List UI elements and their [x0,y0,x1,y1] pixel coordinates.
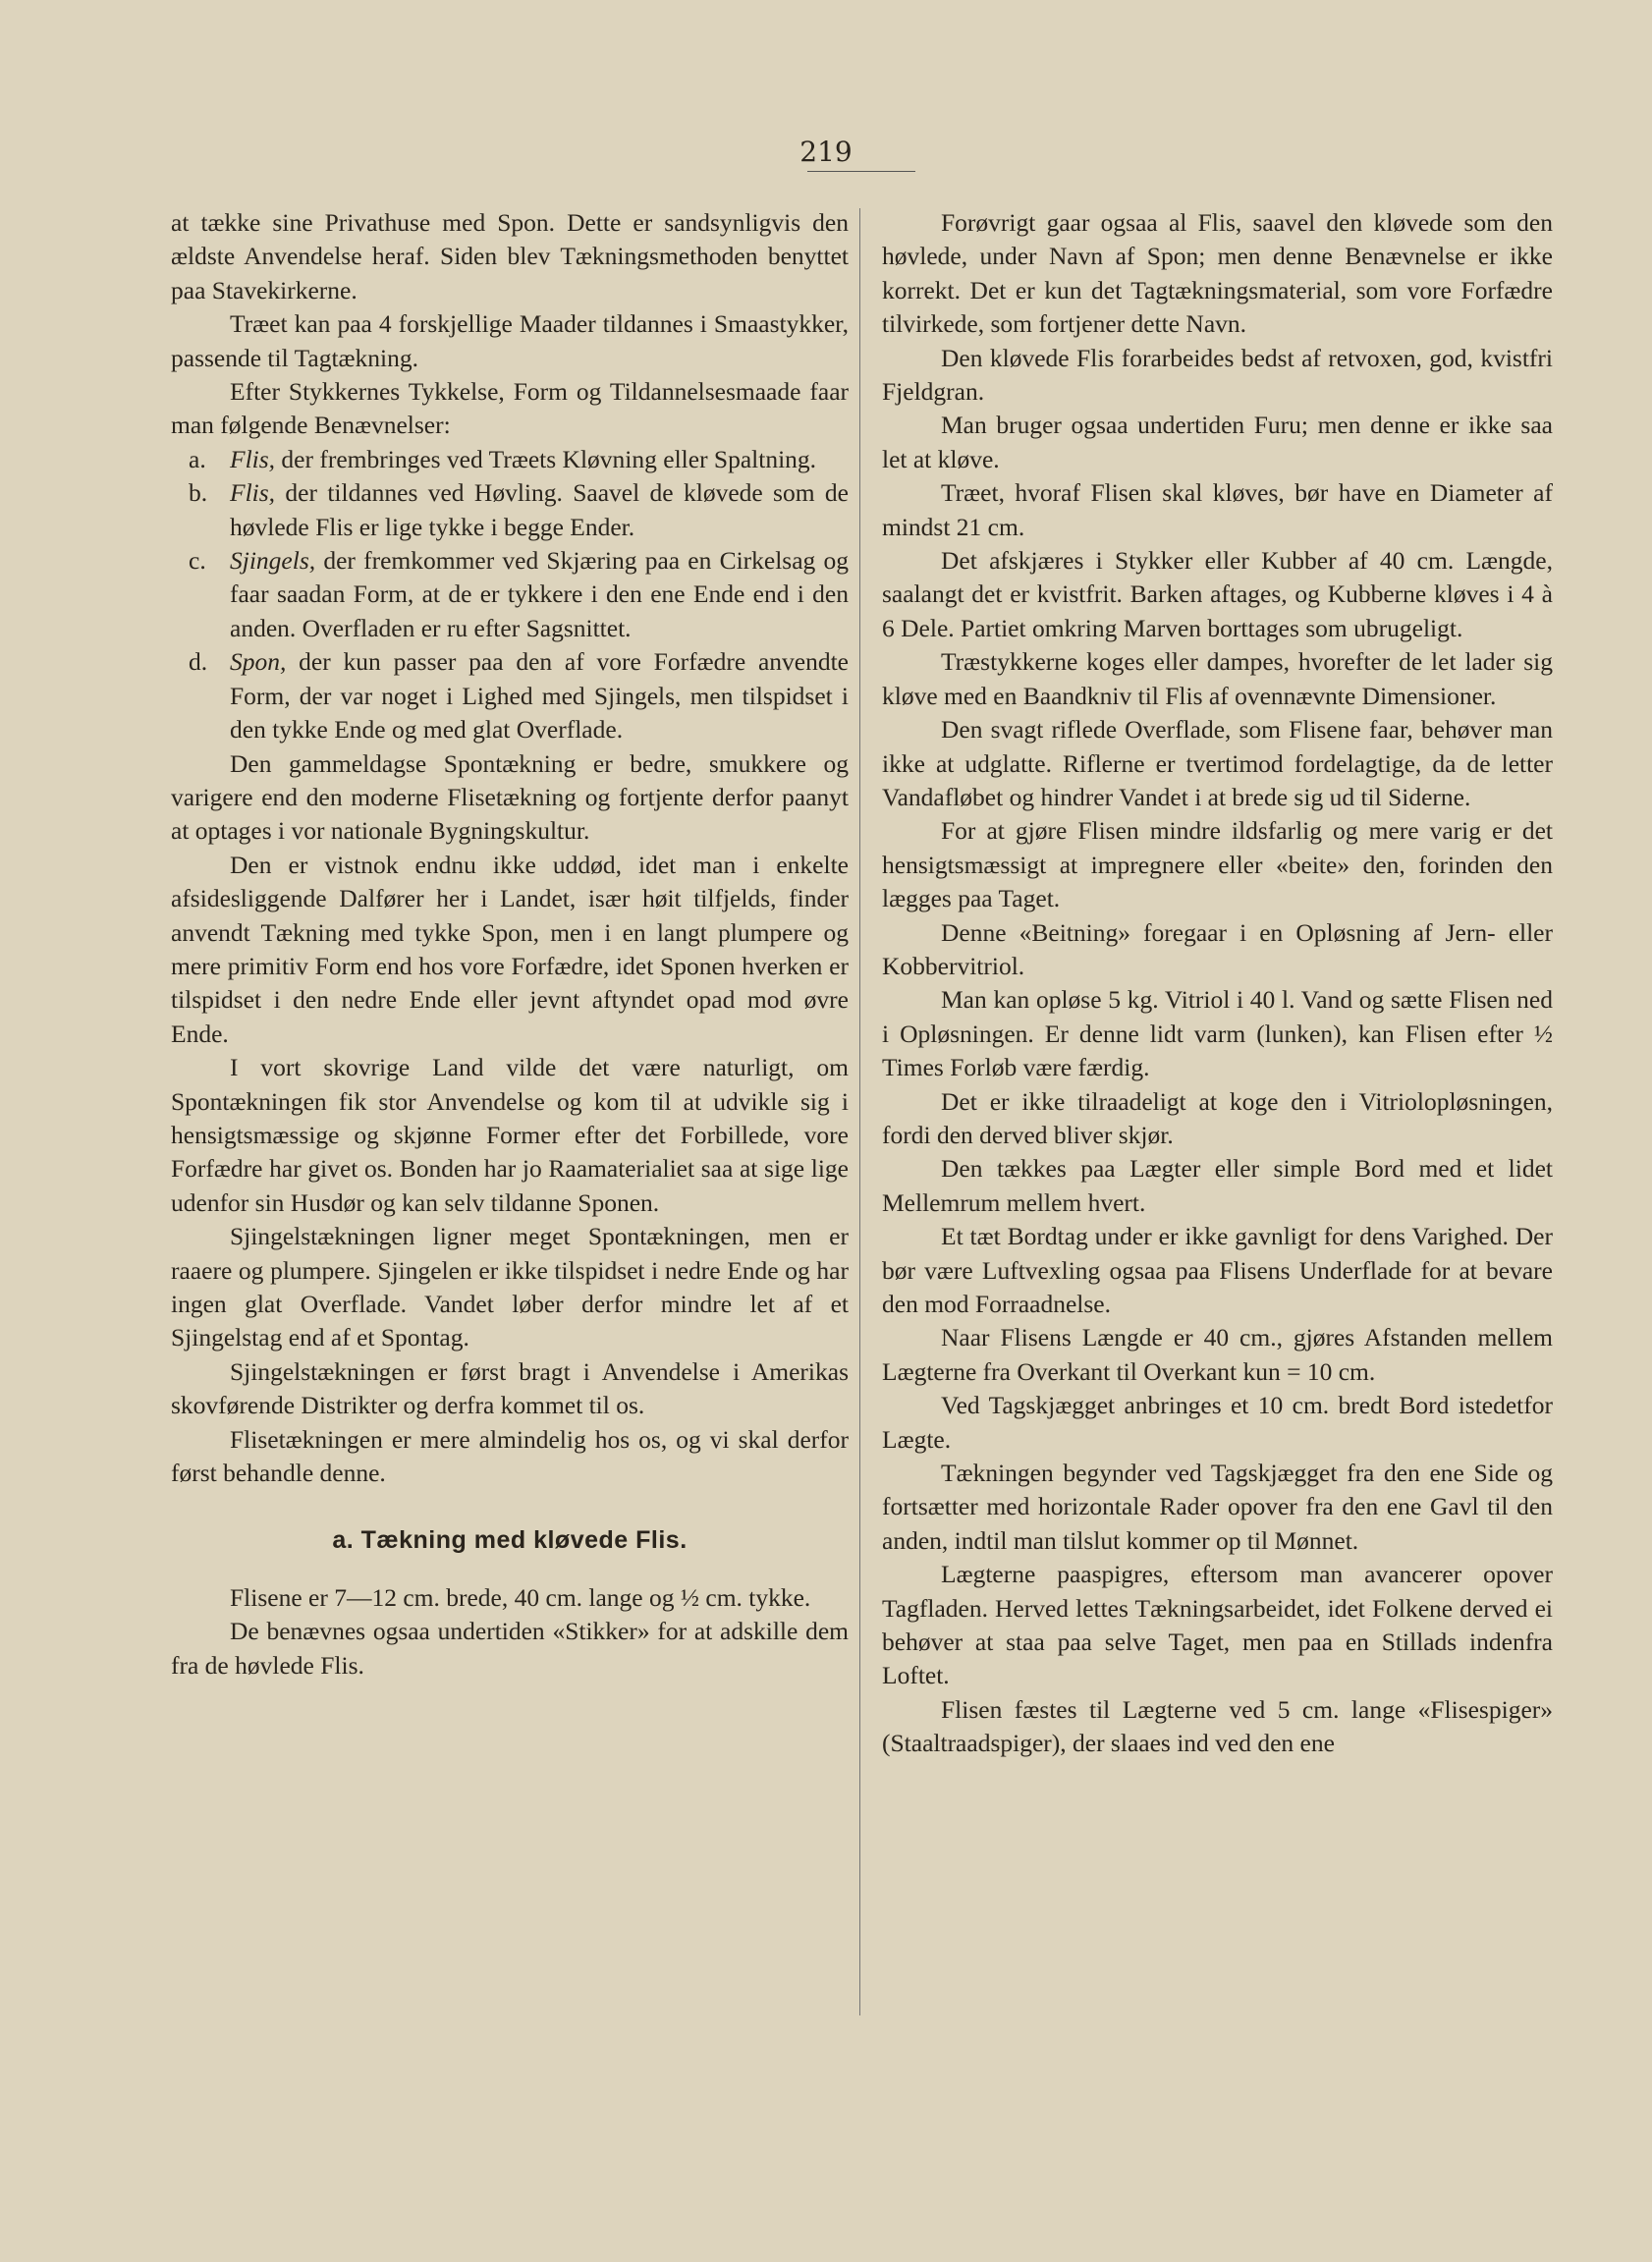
paragraph: Flisetækningen er mere almindelig hos os, og vi skal derfor først behandle denne. [171,1424,849,1488]
list-item-letter: d. [189,647,208,677]
paragraph: Flisene er 7—12 cm. brede, 40 cm. lange og ½ cm. tykke. [230,1582,811,1612]
paragraph: Det afskjæres i Stykker eller Kubber af 40 cm. Længde, saalangt det er kvistfrit. Barken aftages, og Kubberne kløves i 4 à 6 Dele. Partiet omkring Marven borttages som ubrugeligt. [882,546,1553,642]
paragraph: Den er vistnok endnu ikke uddød, idet man i enkelte afsidesliggende Dalfører her i Landet, især høit tilfjelds, finder anvendt Tækning med tykke Spon, men i en langt plumpere og mere primitiv Form end hos vore Forfædre, idet Sponen hverken er tilspidset i den nedre Ende eller jevnt aftyndet opad mod øvre Ende. [171,850,849,1048]
list-item-text: der kun passer paa den af vore Forfædre anvendte Form, der var noget i Lighed med Sjingels, men tilspidset i den tykke Ende og med glat Overflade. [230,647,849,745]
list-item [171,476,849,544]
paragraph: Flisen fæstes til Lægterne ved 5 cm. lange «Flisespiger» (Staaltraadspiger), der slaaes ind ved den ene [882,1694,1553,1758]
list-item-text: der fremkommer ved Skjæring paa en Cirkelsag og faar saadan Form, at de er tykkere i den ene Ende end i den anden. Overfladen er ru efter Sagsnittet. [230,546,849,642]
paragraph: Sjingelstækningen er først bragt i Anvendelse i Amerikas skovførende Distrikter og derfra kommet til os. [171,1356,849,1420]
list-item-term: Flis, [230,478,276,508]
paragraph: Den kløvede Flis forarbeides bedst af retvoxen, god, kvistfri Fjeldgran. [882,343,1553,407]
list-item-term: Flis, [230,444,276,473]
paragraph: Denne «Beitning» foregaar i en Opløsning af Jern- eller Kobbervitriol. [882,917,1553,980]
section-heading: a. Tækning med kløvede Flis. [332,1526,688,1555]
paragraph: Træstykkerne koges eller dampes, hvorefter de let lader sig kløve med en Baandkniv til Flis af ovennævnte Dimensioner. [882,647,1553,710]
right-column [882,206,1553,1761]
paragraph: Den tækkes paa Lægter eller simple Bord med et lidet Mellemrum mellem hvert. [882,1154,1553,1217]
list-item-term: Sjingels, [230,546,316,576]
paragraph: Efter Stykkernes Tykkelse, Form og Tildannelsesmaade faar man følgende Benævnelser: [171,377,849,440]
paragraph: Den svagt riflede Overflade, som Flisene faar, behøver man ikke at udglatte. Riflerne er tvertimod fordelagtige, da de letter Vandafløbet og hindrer Vandet i at brede sig ud til Siderne. [882,715,1553,811]
list-item-letter: b. [189,478,208,508]
page-number: 219 [799,136,853,168]
list-item-text: der tildannes ved Høvling. Saavel de kløvede som de høvlede Flis er lige tykke i begge Ender. [230,478,849,541]
paragraph: Naar Flisens Længde er 40 cm., gjøres Afstanden mellem Lægterne fra Overkant til Overkant kun = 10 cm. [882,1323,1553,1386]
list-item-text: der frembringes ved Træets Kløvning eller Spaltning. [275,444,817,473]
paragraph: Man bruger ogsaa undertiden Furu; men denne er ikke saa let at kløve. [882,411,1553,473]
paragraph: Træet kan paa 4 forskjellige Maader tildannes i Smaastykker, passende til Tagtækning. [171,309,849,372]
paragraph: Et tæt Bordtag under er ikke gavnligt for dens Varighed. Der bør være Luftvexling ogsaa paa Flisens Underflade for at bevare den mod Forraadnelse. [882,1222,1553,1318]
list-item-letter: c. [189,546,206,576]
paragraph: For at gjøre Flisen mindre ildsfarlig og mere varig er det hensigtsmæssigt at impregnere eller «beite» den, forinden den lægges paa Taget. [882,816,1553,913]
left-column [171,206,849,1683]
paragraph: Lægterne paaspigres, eftersom man avancerer opover Tagfladen. Herved lettes Tækningsarbeidet, idet Folkene derved ei behøver at staa paa selve Taget, men paa en Stillads indenfra Loftet. [882,1560,1553,1690]
paragraph: Træet, hvoraf Flisen skal kløves, bør have en Diameter af mindst 21 cm. [882,478,1553,541]
paragraph: Tækningen begynder ved Tagskjægget fra den ene Side og fortsætter med horizontale Rader opover fra den ene Gavl til den anden, indtil man tilslut kommer op til Mønnet. [882,1459,1553,1555]
list-item [171,544,849,645]
paragraph: Man kan opløse 5 kg. Vitriol i 40 l. Vand og sætte Flisen ned i Opløsningen. Er denne lidt varm (lunken), kan Flisen efter ½ Times Forløb være færdig. [882,985,1553,1082]
paragraph: Forøvrigt gaar ogsaa al Flis, saavel den kløvede som den høvlede, under Navn af Spon; men denne Benævnelse er ikke korrekt. Det er kun det Tagtækningsmaterial, som vore Forfædre tilvirkede, som fortjener dette Navn. [882,208,1553,339]
paragraph: Ved Tagskjægget anbringes et 10 cm. bredt Bord istedetfor Lægte. [882,1391,1553,1454]
page-number-rule [807,171,915,172]
list-item [171,443,849,476]
list-item-letter: a. [189,444,206,473]
paragraph: at tække sine Privathuse med Spon. Dette er sandsynligvis den ældste Anvendelse heraf. Siden blev Tækningsmethoden benyttet paa Stavekirkerne. [171,208,849,304]
paragraph: De benævnes ogsaa undertiden «Stikker» for at adskille dem fra de høvlede Flis. [171,1617,849,1680]
column-divider [859,208,860,2015]
list-item-term: Spon, [230,647,287,677]
paragraph: Den gammeldagse Spontækning er bedre, smukkere og varigere end den moderne Flisetækning og fortjente derfor paanyt at optages i vor nationale Bygningskultur. [171,748,849,846]
list-item [171,645,849,746]
paragraph: Sjingelstækningen ligner meget Spontækningen, men er raaere og plumpere. Sjingelen er ikke tilspidset i nedre Ende og har ingen glat Overflade. Vandet løber derfor mindre let af et Sjingelstag end af et Spontag. [171,1222,849,1352]
paragraph: Det er ikke tilraadeligt at koge den i Vitriolopløsningen, fordi den derved bliver skjør. [882,1086,1553,1149]
paragraph: I vort skovrige Land vilde det være naturligt, om Spontækningen fik stor Anvendelse og kom til at udvikle sig i hensigtsmæssige og skjønne Former efter det Forbillede, vore Forfædre har givet os. Bonden har jo Raamaterialiet saa at sige lige udenfor sin Husdør og kan selv tildanne Sponen. [171,1053,849,1217]
